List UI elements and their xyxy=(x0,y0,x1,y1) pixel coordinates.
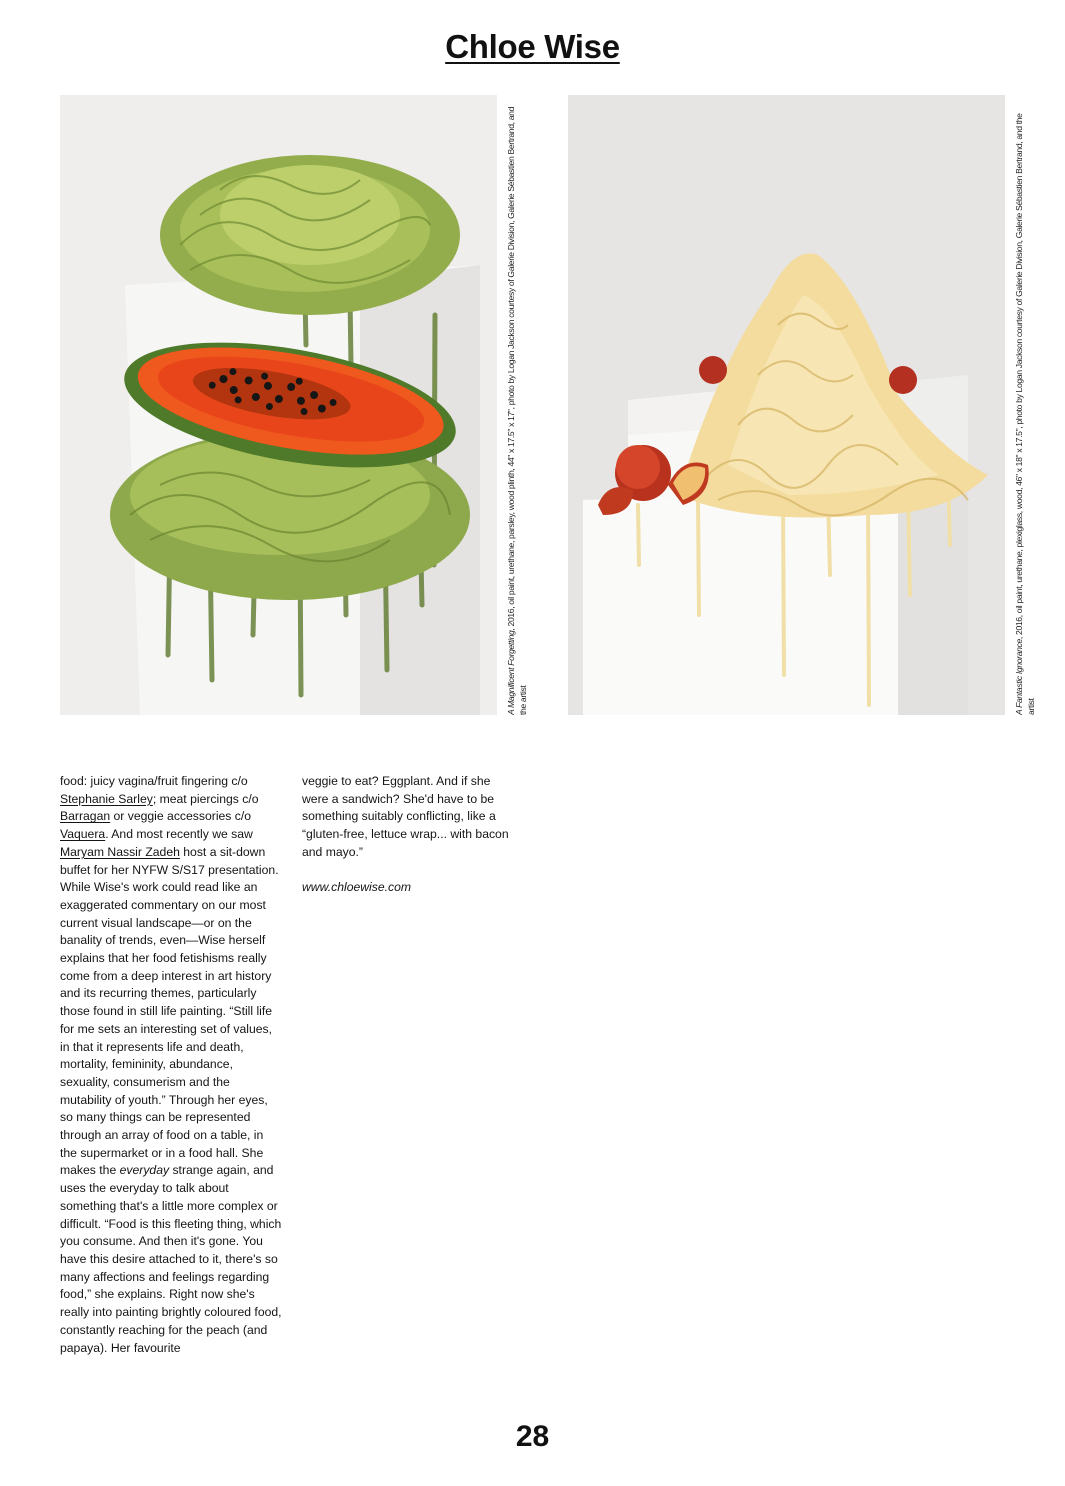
caption-text: , 2016, oil paint, urethane, parsley, wood plinth, 44" x 17.5" x 17", photo by Logan Jackson courtesy of Galerie Division, Galerie Sébastien Bertrand, and the artist xyxy=(506,106,528,715)
artwork-photo-peach-pasta xyxy=(568,95,1005,715)
article-column-1 xyxy=(60,773,282,1357)
link-vaquera[interactable]: Vaquera xyxy=(60,827,106,842)
link-barragan[interactable]: Barragan xyxy=(60,809,111,824)
article-column-2 xyxy=(302,773,517,897)
article-paragraph: food: juicy vagina/fruit fingering c/o Stephanie Sarley; meat piercings c/o Barragan or veggie accessories c/o Vaquera. And most recently we saw Maryam Nassir Zadeh host a sit-down buffet for her NYFW S/S17 presentation. While Wise's work could read like an exaggerated commentary on our most current visual landscape—or on the banality of trends, even—Wise herself explains that her food fetishisms really come from a deep interest in art history and its recurring themes, particularly those found in still life painting. “Still life for me sets an interesting set of values, in that it represents life and death, mortality, femininity, abundance, sexuality, consumerism and the mutability of youth.” Through her eyes, so many things can be represented through an array of food on a table, in the supermarket or in a food hall. She makes the everyday strange again, and uses the everyday to talk about something that's a little more complex or difficult. “Food is this fleeting thing, which you consume. And then it's gone. You have this desire attached to it, there's so many affections and feelings regarding food,” she explains. Right now she's really into painting brightly coloured food, constantly reaching for the peach (and papaya). Her favourite xyxy=(60,774,282,1355)
caption-title: A Magnificent Forgetting xyxy=(506,630,516,715)
artwork-photo-papaya-pasta xyxy=(60,95,497,715)
caption-text: , 2016, oil paint, urethane, plexiglass, wood, 46" x 18" x 17.5", photo by Logan Jackson courtesy of Galerie Division, Galerie Sébastien Bertrand, and the artist xyxy=(1014,113,1036,715)
photo-caption-1 xyxy=(505,95,533,715)
page-number: 28 xyxy=(515,1420,550,1453)
photo-caption-2 xyxy=(1013,95,1041,715)
article-title: Chloe Wise xyxy=(445,28,620,65)
website-link[interactable]: www.chloewise.com xyxy=(302,880,412,895)
link-maryam-nassir-zadeh[interactable]: Maryam Nassir Zadeh xyxy=(60,844,180,859)
link-stephanie-sarley[interactable]: Stephanie Sarley xyxy=(60,791,153,806)
caption-title: A Fantastic Ignorance xyxy=(1014,639,1024,715)
article-paragraph: veggie to eat? Eggplant. And if she were a sandwich? She'd have to be something suitably conflicting, like a “gluten-free, lettuce wrap... with bacon and mayo.” xyxy=(302,774,509,859)
